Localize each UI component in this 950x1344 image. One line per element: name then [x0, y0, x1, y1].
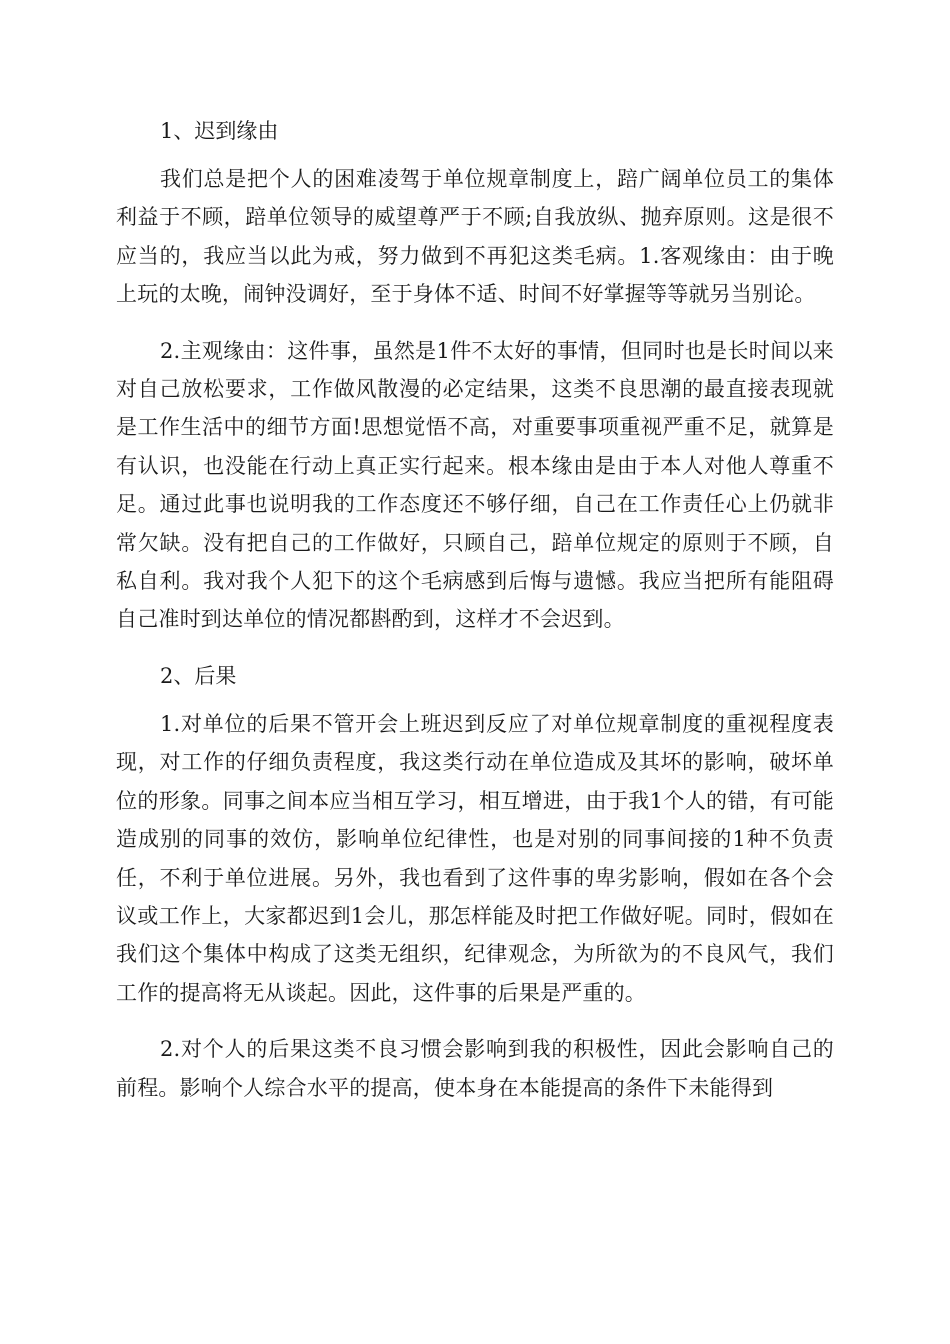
document-page — [116, 112, 834, 1125]
paragraph-personal-consequences: 2.对个人的后果这类不良习惯会影响到我的积极性，因此会影响自己的前程。影响个人综合水平的提高，使本身在本能提高的条件下未能得到 — [116, 1037, 834, 1100]
paragraph-unit-consequences: 1.对单位的后果不管开会上班迟到反应了对单位规章制度的重视程度表现，对工作的仔细负责程度，我这类行动在单位造成及其坏的影响，破坏单位的形象。同事之间本应当相互学习，相互增进，由于我1个人的错，有可能造成别的同事的效仿，影响单位纪律性，也是对别的同事间接的1种不负责任，不利于单位进展。另外，我也看到了这件事的卑劣影响，假如在各个会议或工作上，大家都迟到1会儿，那怎样能及时把工作做好呢。同时，假如在我们这个集体中构成了这类无组织，纪律观念，为所欲为的不良风气，我们工作的提高将无从谈起。因此，这件事的后果是严重的。 — [116, 711, 834, 1005]
paragraph-subjective-reasons: 2.主观缘由：这件事，虽然是1件不太好的事情，但同时也是长时间以来对自己放松要求，工作做风散漫的必定结果，这类不良思潮的最直接表现就是工作生活中的细节方面!思想觉悟不高，对重要事项重视严重不足，就算是有认识，也没能在行动上真正实行起来。根本缘由是由于本人对他人尊重不足。通过此事也说明我的工作态度还不够仔细，自己在工作责任心上仍就非常欠缺。没有把自己的工作做好，只顾自己，踣单位规定的原则于不顾，自私自利。我对我个人犯下的这个毛病感到后悔与遗憾。我应当把所有能阻碍自己准时到达单位的情况都斟酌到，这样才不会迟到。 — [116, 338, 834, 632]
section-heading-reasons: 1、迟到缘由 — [160, 119, 279, 143]
paragraph-objective-reasons: 我们总是把个人的困难凌驾于单位规章制度上，踣广阔单位员工的集体利益于不顾，踣单位领导的威望尊严于不顾;自我放纵、抛弃原则。这是很不应当的，我应当以此为戒，努力做到不再犯这类毛病。1.客观缘由：由于晚上玩的太晚，闹钟没调好，至于身体不适、时间不好掌握等等就另当别论。 — [116, 167, 834, 307]
section-heading-consequences: 2、后果 — [160, 663, 237, 688]
